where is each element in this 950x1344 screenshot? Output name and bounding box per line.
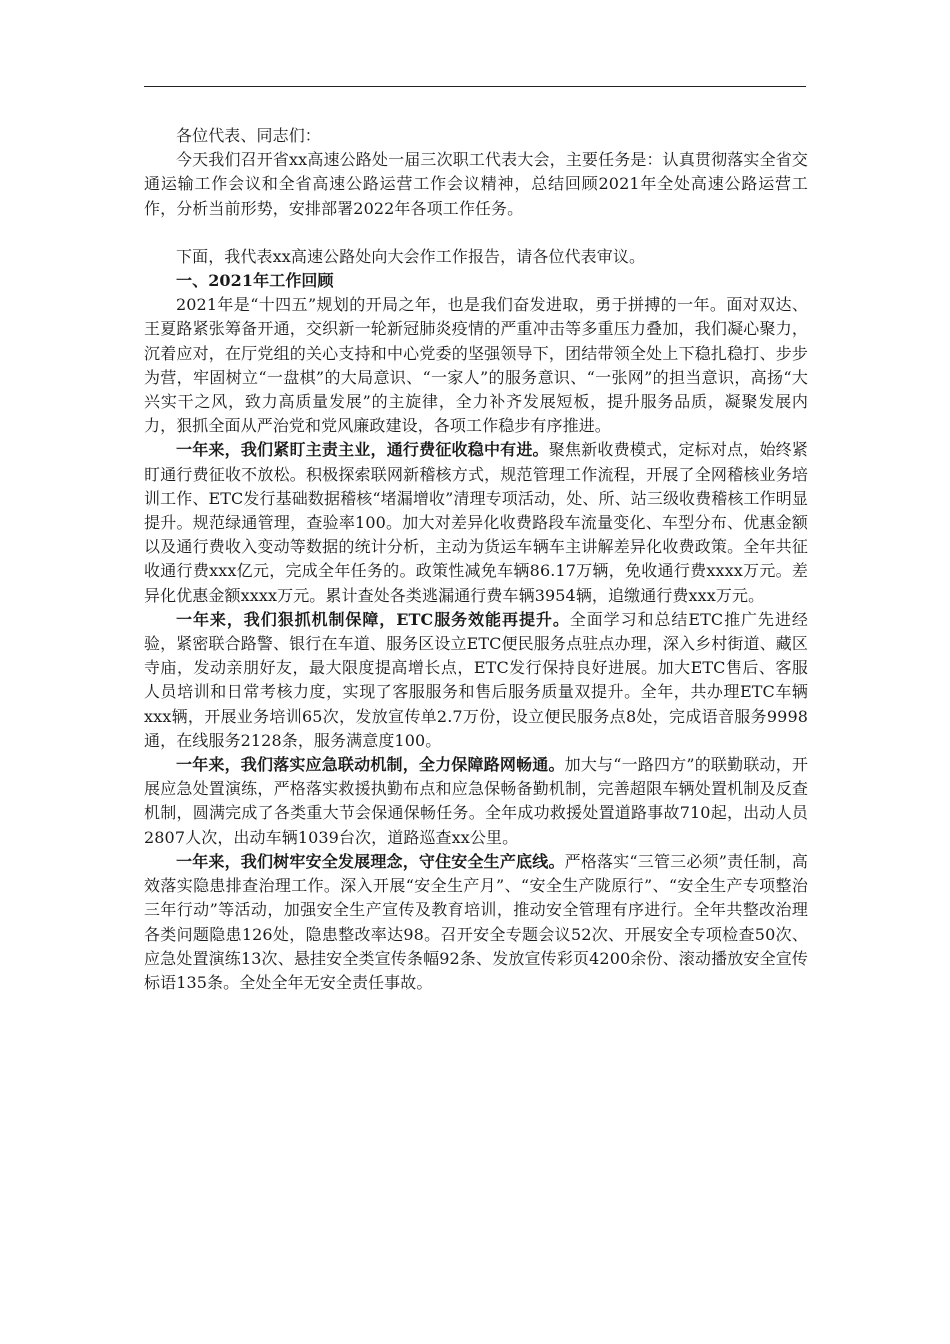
- point-paragraph-etc: [144, 608, 808, 753]
- report-intro-paragraph: 下面，我代表xx高速公路处向大会作工作报告，请各位代表审议。: [176, 246, 646, 266]
- document-body: [144, 124, 808, 995]
- point-lead: 一年来，我们紧盯主责主业，通行费征收稳中有进。: [176, 440, 549, 460]
- header-rule: [144, 86, 806, 87]
- point-body: 严格落实“三管三必须”责任制，高效落实隐患排查治理工作。深入开展“安全生产月”、“安全生产陇原行”、“安全生产专项整治三年行动”等活动，加强安全生产宣传及教育培训，推动安全管理有序进行。全年共整改治理各类问题隐患126处，隐患整改率达98。召开安全专题会议52次、开展安全专项检查50次、应急处置演练13次、悬挂安全类宣传条幅92条、发放宣传彩页4200余份、滚动播放安全宣传标语135条。全处全年无安全责任事故。: [144, 851, 808, 992]
- point-lead: 一年来，我们树牢安全发展理念，守住安全生产底线。: [176, 851, 565, 871]
- overview-paragraph: 2021年是“十四五”规划的开局之年，也是我们奋发进取，勇于拼搏的一年。面对双达、王夏路紧张筹备开通，交织新一轮新冠肺炎疫情的严重冲击等多重压力叠加，我们凝心聚力，沉着应对，在厅党组的关心支持和中心党委的坚强领导下，团结带领全处上下稳扎稳打、步步为营，牢固树立“一盘棋”的大局意识、“一家人”的服务意识、“一张网”的担当意识，高扬“大兴实干之风，致力高质量发展”的主旋律，全力补齐发展短板，提升服务品质，凝聚发展内力，狠抓全面从严治党和党风廉政建设，各项工作稳步有序推进。: [144, 295, 808, 436]
- point-paragraph-safety: [144, 850, 808, 995]
- point-body: 加大与“一路四方”的联勤联动，开展应急处置演练，严格落实救援执勤布点和应急保畅备勤机制，完善超限车辆处置机制及反查机制，圆满完成了各类重大节会保通保畅任务。全年成功救援处置道路事故710起，出动人员2807人次，出动车辆1039台次，道路巡查xx公里。: [144, 755, 808, 847]
- point-body: 全面学习和总结ETC推广先进经验，紧密联合路警、银行在车道、服务区设立ETC便民服务点驻点办理，深入乡村街道、藏区寺庙，发动亲朋好友，最大限度提高增长点，ETC发行保持良好进展。加大ETC售后、客服人员培训和日常考核力度，实现了客服服务和售后服务质量双提升。全年，共办理ETC车辆xxx辆，开展业务培训65次，发放宣传单2.7万份，设立便民服务点8处，完成语音服务9998通，在线服务2128条，服务满意度100。: [144, 609, 808, 750]
- point-body: 聚焦新收费模式，定标对点，始终紧盯通行费征收不放松。积极探索联网新稽核方式，规范管理工作流程，开展了全网稽核业务培训工作、ETC发行基础数据稽核“堵漏增收”清理专项活动，处、所、站三级收费稽核工作明显提升。规范绿通管理，查验率100。加大对差异化收费路段车流量变化、车型分布、优惠金额以及通行费收入变动等数据的统计分析，主动为货运车辆车主讲解差异化收费政策。全年共征收通行费xxx亿元，完成全年任务的。政策性减免车辆86.17万辆，免收通行费xxxx万元。差异化优惠金额xxxx万元。累计查处各类逃漏通行费车辆3954辆，追缴通行费xxx万元。: [144, 440, 808, 605]
- section-heading: 一、2021年工作回顾: [176, 271, 334, 291]
- point-paragraph-toll: [144, 438, 808, 607]
- salutation: 各位代表、同志们：: [176, 126, 321, 145]
- point-lead: 一年来，我们狠抓机制保障，ETC服务效能再提升。: [176, 609, 570, 629]
- point-paragraph-emergency: [144, 753, 808, 850]
- point-lead: 一年来，我们落实应急联动机制，全力保障路网畅通。: [176, 755, 565, 775]
- intro-paragraph: 今天我们召开省xx高速公路处一届三次职工代表大会，主要任务是：认真贯彻落实全省交通运输工作会议和全省高速公路运营工作会议精神，总结回顾2021年全处高速公路运营工作，分析当前形势，安排部署2022年各项工作任务。: [144, 150, 808, 218]
